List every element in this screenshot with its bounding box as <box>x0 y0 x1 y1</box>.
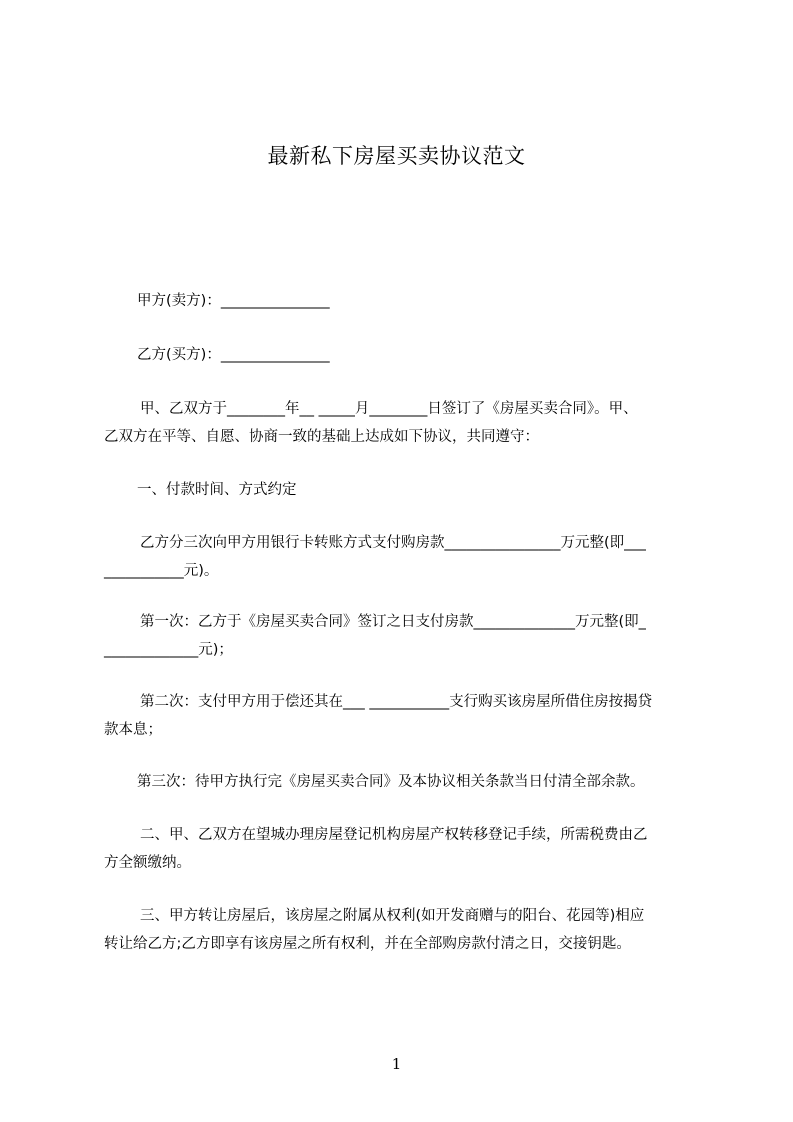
party-a-line: 甲方(卖方)：_______________ <box>137 293 330 309</box>
payment-line-2: ___________元)。 <box>104 563 219 579</box>
section3-line-1: 三、甲方转让房屋后，该房屋之附属从权利(如开发商赠与的阳台、花园等)相应 <box>140 908 645 924</box>
second-payment-line-1: 第二次：支付甲方用于偿还其在___ ___________支行购买该房屋所借住房按揭贷 <box>140 694 653 710</box>
section1-heading: 一、付款时间、方式约定 <box>137 482 297 498</box>
intro-line-2: 乙双方在平等、自愿、协商一致的基础上达成如下协议，共同遵守： <box>104 429 539 445</box>
section3-line-2: 转让给乙方;乙方即享有该房屋之所有权利，并在全部购房款付清之日，交接钥匙。 <box>104 936 631 952</box>
section2-line-2: 方全额缴纳。 <box>104 855 191 871</box>
party-b-line: 乙方(买方)：_______________ <box>137 347 330 363</box>
document-title: 最新私下房屋买卖协议范文 <box>267 144 526 168</box>
third-payment-line: 第三次：待甲方执行完《房屋买卖合同》及本协议相关条款当日付清全部余款。 <box>137 774 645 790</box>
intro-line-1: 甲、乙双方于________年__ _____月________日签订了《房屋买卖合同》。甲、 <box>140 401 638 417</box>
first-payment-line-2: _____________元)； <box>104 642 233 658</box>
section2-line-1: 二、甲、乙双方在望城办理房屋登记机构房屋产权转移登记手续，所需税费由乙 <box>140 827 648 843</box>
second-payment-line-2: 款本息； <box>104 722 162 738</box>
payment-line-1: 乙方分三次向甲方用银行卡转账方式支付购房款________________万元整(即___ <box>140 535 646 551</box>
first-payment-line-1: 第一次：乙方于《房屋买卖合同》签订之日支付房款______________万元整(即_ <box>140 614 646 630</box>
page-number: 1 <box>391 1055 402 1073</box>
